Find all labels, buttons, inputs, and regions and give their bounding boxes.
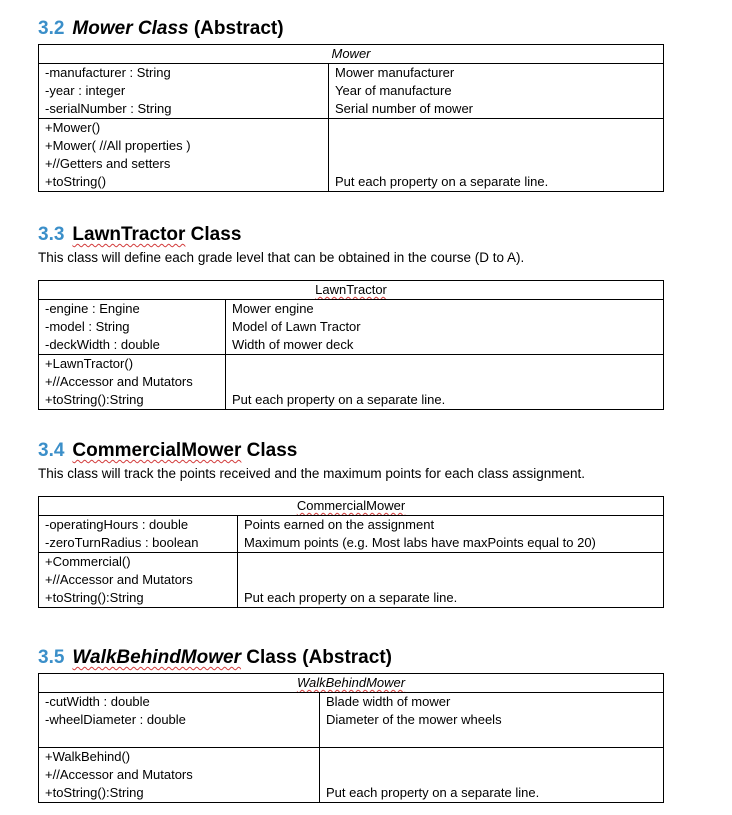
heading-suffix: (Abstract) xyxy=(188,18,284,39)
attribute: -engine : Engine xyxy=(45,301,140,316)
method: +toString() xyxy=(45,174,107,189)
attribute-descriptions-cell xyxy=(238,516,664,553)
method-note xyxy=(244,571,657,589)
heading-class-name: CommercialMower xyxy=(72,440,242,461)
method: +//Getters and setters xyxy=(45,156,171,171)
uml-table-mower xyxy=(38,44,664,192)
section-description: This class will track the points received and the maximum points for each class assignment. xyxy=(38,466,585,481)
method: +Mower() xyxy=(45,120,101,135)
uml-class-name: LawnTractor xyxy=(39,281,664,300)
heading-suffix: Class xyxy=(185,224,242,245)
attribute: -cutWidth : double xyxy=(45,694,150,709)
attribute-desc: Width of mower deck xyxy=(232,337,354,352)
attribute: -serialNumber : String xyxy=(45,101,172,116)
attribute: -year : integer xyxy=(45,83,126,98)
method: +//Accessor and Mutators xyxy=(45,572,193,587)
section-number: 3.2 xyxy=(38,18,65,39)
section-heading xyxy=(38,645,664,671)
section-description: This class will define each grade level that can be obtained in the course (D to A). xyxy=(38,250,525,265)
method: +//Accessor and Mutators xyxy=(45,767,193,782)
attribute-desc: Maximum points (e.g. Most labs have maxPoints equal to 20) xyxy=(244,535,596,550)
section-walkbehindmower-class xyxy=(38,645,664,803)
section-heading xyxy=(38,16,664,42)
method-note xyxy=(335,119,657,137)
attribute: -manufacturer : String xyxy=(45,65,171,80)
attribute-desc: Year of manufacture xyxy=(335,83,452,98)
method-note: Put each property on a separate line. xyxy=(232,392,446,407)
method-note: Put each property on a separate line. xyxy=(335,174,549,189)
method-note xyxy=(335,137,657,155)
section-number: 3.4 xyxy=(38,440,65,461)
method: +Mower( //All properties ) xyxy=(45,138,191,153)
method-note xyxy=(232,355,657,373)
method-notes-cell xyxy=(238,553,664,608)
attributes-cell xyxy=(39,64,329,119)
attribute-descriptions-cell xyxy=(226,300,664,355)
section-heading xyxy=(38,222,664,248)
method-note xyxy=(335,155,657,173)
method-notes-cell xyxy=(329,119,664,192)
heading-class-name: LawnTractor xyxy=(72,224,186,245)
section-lawntractor-class xyxy=(38,222,664,410)
section-number: 3.5 xyxy=(38,647,65,668)
attributes-cell xyxy=(39,300,226,355)
heading-class-name: WalkBehindMower xyxy=(72,647,241,668)
methods-cell xyxy=(39,553,238,608)
heading-class-name: Mower Class xyxy=(72,18,189,39)
section-number: 3.3 xyxy=(38,224,65,245)
section-mower-class xyxy=(38,16,664,192)
section-commercialmower-class xyxy=(38,438,664,608)
uml-table-walkbehindmower xyxy=(38,673,664,803)
heading-suffix: Class (Abstract) xyxy=(240,647,392,668)
method-note: Put each property on a separate line. xyxy=(326,785,540,800)
attribute-descriptions-cell xyxy=(320,693,664,748)
attribute: -operatingHours : double xyxy=(45,517,189,532)
method: +//Accessor and Mutators xyxy=(45,374,193,389)
attribute: -model : String xyxy=(45,319,130,334)
methods-cell xyxy=(39,355,226,410)
method: +toString():String xyxy=(45,590,144,605)
method: +WalkBehind() xyxy=(45,749,131,764)
methods-cell xyxy=(39,748,320,803)
attribute-desc: Points earned on the assignment xyxy=(244,517,435,532)
method: +toString():String xyxy=(45,785,144,800)
attributes-cell xyxy=(39,693,320,748)
method-note: Put each property on a separate line. xyxy=(244,590,458,605)
attribute-desc: Blade width of mower xyxy=(326,694,451,709)
method-notes-cell xyxy=(320,748,664,803)
method: +Commercial() xyxy=(45,554,131,569)
attribute: -wheelDiameter : double xyxy=(45,712,186,727)
uml-table-lawntractor xyxy=(38,280,664,410)
attribute-desc: Mower engine xyxy=(232,301,314,316)
method: +toString():String xyxy=(45,392,144,407)
attribute-desc: Serial number of mower xyxy=(335,101,473,116)
section-heading xyxy=(38,438,664,464)
method: +LawnTractor() xyxy=(45,356,134,371)
attribute-desc: Mower manufacturer xyxy=(335,65,455,80)
attribute: -deckWidth : double xyxy=(45,337,160,352)
methods-cell xyxy=(39,119,329,192)
heading-suffix: Class xyxy=(241,440,298,461)
uml-class-name: WalkBehindMower xyxy=(39,674,664,693)
attribute-desc: Diameter of the mower wheels xyxy=(326,712,502,727)
method-note xyxy=(326,766,657,784)
method-note xyxy=(326,748,657,766)
attribute-descriptions-cell xyxy=(329,64,664,119)
uml-class-name: CommercialMower xyxy=(39,497,664,516)
method-note xyxy=(244,553,657,571)
attributes-cell xyxy=(39,516,238,553)
attribute: -zeroTurnRadius : boolean xyxy=(45,535,199,550)
method-notes-cell xyxy=(226,355,664,410)
uml-table-commercialmower xyxy=(38,496,664,608)
method-note xyxy=(232,373,657,391)
attribute-desc: Model of Lawn Tractor xyxy=(232,319,361,334)
uml-class-name: Mower xyxy=(39,45,664,64)
